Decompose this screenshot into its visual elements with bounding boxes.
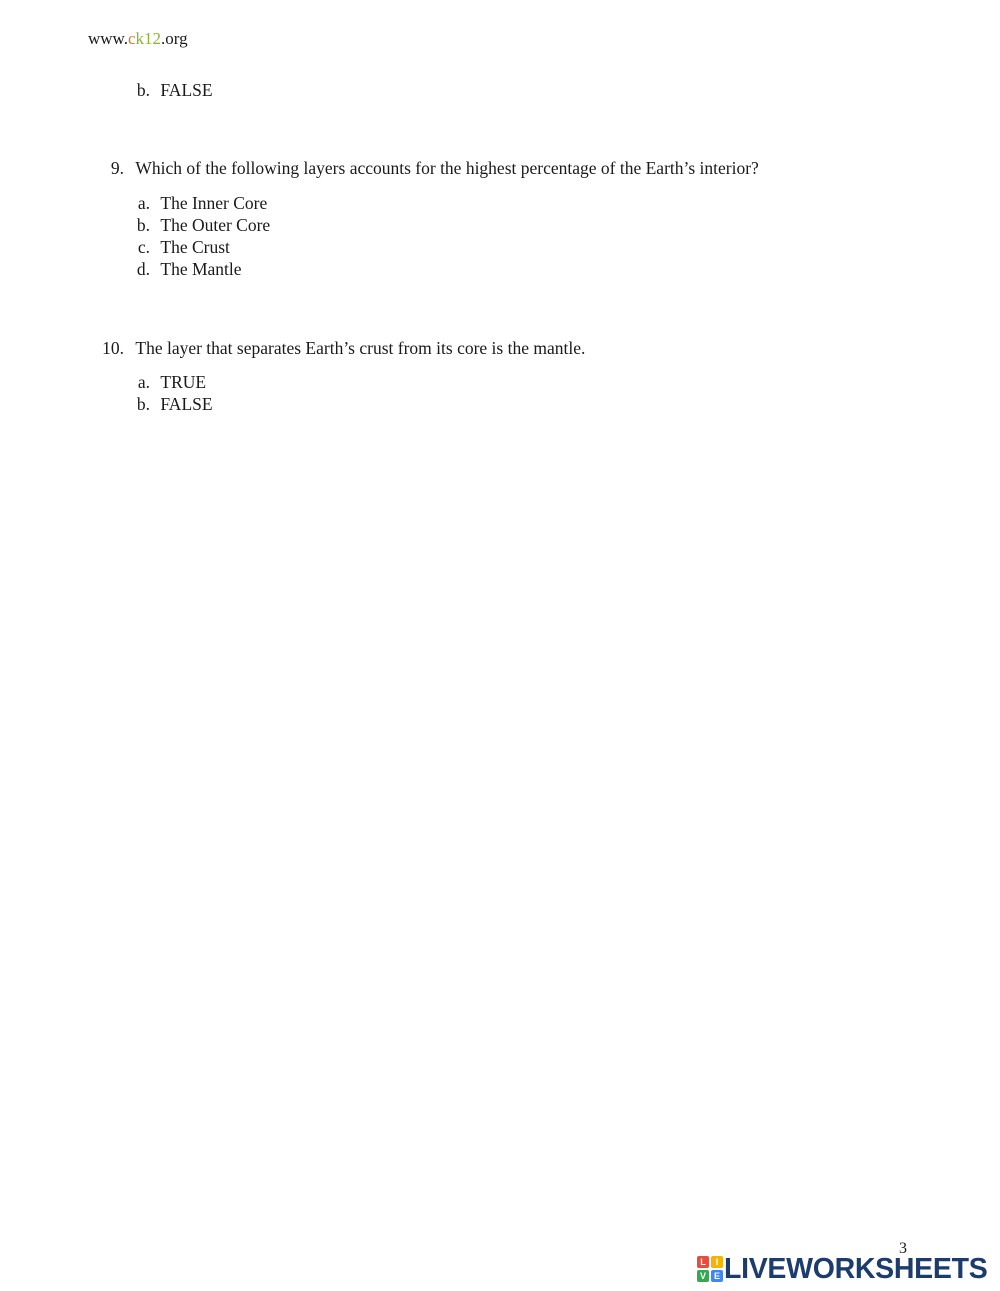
question-text: The layer that separates Earth’s crust from its core is the mantle.	[135, 338, 586, 358]
option-letter: a.	[137, 193, 150, 213]
option-text: The Inner Core	[160, 193, 268, 213]
brand-mark-tile: E	[711, 1270, 723, 1282]
option-text: FALSE	[160, 394, 213, 414]
option-letter: b.	[136, 215, 150, 235]
question-9-option-a	[128, 192, 267, 214]
page-number: 3	[899, 1240, 907, 1257]
question-9-option-b	[128, 214, 270, 236]
option-text: The Outer Core	[160, 215, 271, 235]
site-url-k: k	[135, 29, 145, 48]
question-number: 9.	[110, 158, 124, 178]
question-9-option-d	[128, 258, 242, 280]
question-number: 10.	[102, 338, 124, 358]
brand-mark-tile: L	[697, 1256, 709, 1268]
question-text: Which of the following layers accounts for the highest percentage of the Earth’s interior?	[135, 158, 759, 178]
option-letter: a.	[137, 372, 150, 392]
option-letter: b.	[136, 80, 150, 100]
question-9-option-c	[128, 236, 230, 258]
question-10-option-a	[128, 371, 206, 393]
liveworksheets-logo	[697, 1253, 987, 1285]
carryover-option	[128, 79, 213, 101]
site-url-12: 12	[144, 29, 162, 48]
option-letter: d.	[136, 259, 150, 279]
liveworksheets-mark-icon	[697, 1256, 723, 1282]
question-10-option-b	[128, 393, 213, 415]
brand-mark-tile: V	[697, 1270, 709, 1282]
option-text: The Crust	[160, 237, 230, 257]
question-10	[91, 337, 585, 359]
option-letter: b.	[136, 394, 150, 414]
option-text: FALSE	[160, 80, 213, 100]
question-9	[91, 157, 759, 179]
option-text: The Mantle	[160, 259, 242, 279]
brand-mark-tile: I	[711, 1256, 723, 1268]
site-url	[88, 28, 188, 50]
option-letter: c.	[137, 237, 150, 257]
site-url-suffix: .org	[161, 29, 188, 48]
brand-text: LIVEWORKSHEETS	[724, 1253, 988, 1285]
site-url-c: c	[127, 29, 136, 48]
option-text: TRUE	[160, 372, 207, 392]
site-url-prefix: www.	[88, 29, 128, 48]
